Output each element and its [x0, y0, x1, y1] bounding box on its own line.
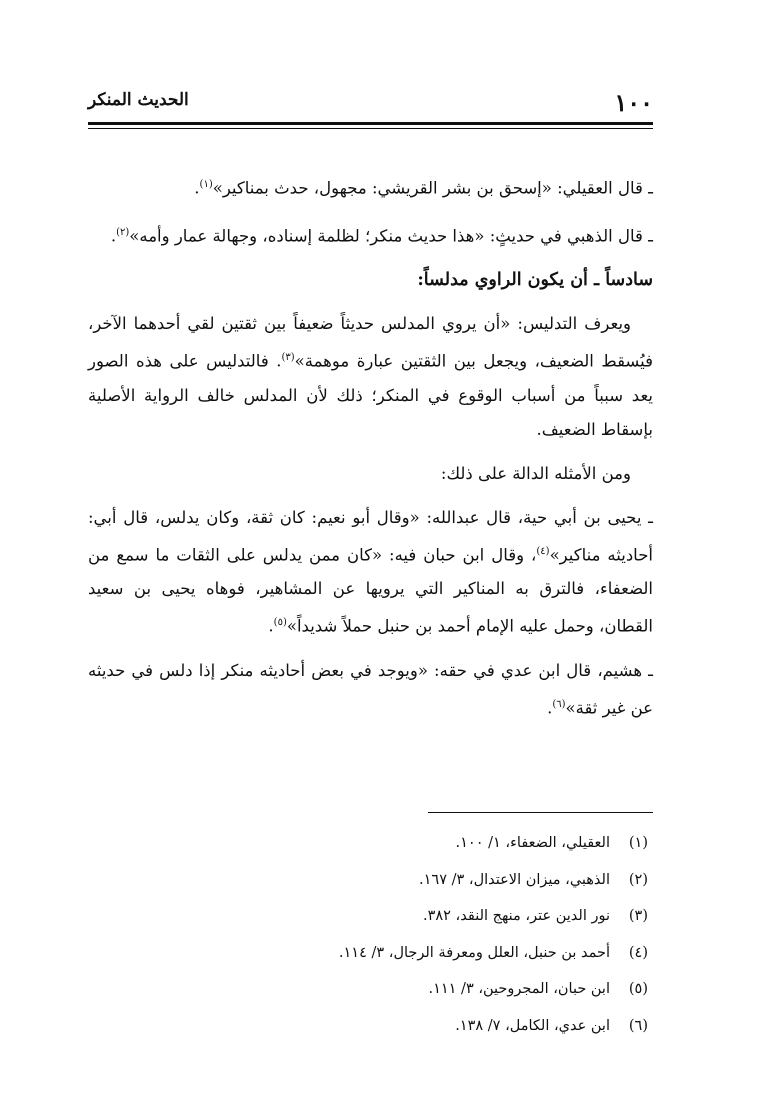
footnote-item [88, 1008, 648, 1045]
footnote-text: نور الدين عتر، منهج النقد، ٣٨٢. [422, 908, 610, 924]
footnote-text: أحمد بن حنبل، العلل ومعرفة الرجال، ٣/ ١١٤. [338, 944, 610, 961]
paragraph-text-cont: ، وقال ابن حبان فيه: «كان ممن يدلس على الثقات ما سمع من الضعفاء، فالترق به المناكير التي يرويها عن المشاهير، فوهاه يحيى بن سعيد القطان، وحمل عليه الإمام أحمد بن حنبل حملاً شديداً» [88, 545, 654, 636]
footnote-text: العقيلي، الضعفاء، ١/ ١٠٠. [455, 835, 610, 851]
footnote-item [88, 898, 648, 935]
paragraph-text: ويعرف التدليس: «أن يروي المدلس حديثاً ضعيفاً بين ثقتين لقي أحدهما الآخر، فيُسقط الضعيف، ويجعل بين الثقتين عبارة موهمة» [88, 314, 653, 371]
footnote-separator [428, 812, 653, 813]
paragraph-text: ـ قال العقيلي: «إسحق بن بشر القريشي: مجهول، حدث بمناكير» [212, 178, 653, 198]
paragraph-tail: . [110, 226, 117, 245]
paragraph-hushaym-example [88, 654, 653, 726]
paragraph-tail: . [547, 698, 553, 717]
footnote-number: (٤) [628, 944, 648, 961]
paragraph-text-cont: . فالتدليس على هذه الصور يعد سبباً من أسباب الوقوع في المنكر؛ ذلك لأن المدلس خالف الرواية الأصلية بإسقاط الضعيف. [88, 351, 653, 439]
footnote-text: ابن حبان، المجروحين، ٣/ ١١١. [428, 981, 610, 997]
paragraph-yahya-example [88, 501, 653, 644]
footnote-number: (٣) [628, 908, 648, 924]
footnote-item [88, 971, 648, 1008]
paragraph-uqayli-quote [88, 168, 653, 206]
paragraph-tadlis-definition [88, 307, 653, 447]
footnote-item [88, 935, 648, 972]
footnote-item [88, 825, 648, 862]
section-heading: سادساً ـ أن يكون الراوي مدلساً: [417, 270, 653, 290]
footnote-number: (١) [628, 835, 648, 851]
page-number: ١٠٠ [614, 88, 653, 117]
footnote-text: ابن عدي، الكامل، ٧/ ١٣٨. [455, 1017, 610, 1034]
page-header [88, 88, 653, 120]
header-rule-thick [88, 122, 653, 125]
footnote-number: (٥) [628, 981, 648, 997]
footnote-ref-3: (٣) [281, 352, 295, 363]
running-title: الحديث المنكر [88, 90, 189, 110]
paragraph-examples-intro: ومن الأمثله الدالة على ذلك: [440, 463, 631, 483]
footnote-ref-2: (٢) [116, 226, 130, 238]
footnote-ref-6: (٦) [552, 698, 566, 710]
footnote-ref-5: (٥) [273, 617, 287, 628]
paragraph-dhahabi-quote [88, 216, 653, 254]
footnote-number: (٦) [628, 1017, 648, 1034]
footnote-number: (٢) [628, 871, 648, 888]
footnote-ref-1: (١) [199, 179, 213, 190]
paragraph-tail: . [194, 178, 200, 198]
footnote-item [88, 862, 648, 899]
footnotes-list [88, 825, 648, 1044]
paragraph-text: ـ هشيم، قال ابن عدي في حقه: «ويوجد في بعض أحاديثه منكر إذا دلس في حديثه عن غير ثقة» [88, 660, 653, 717]
footnote-text: الذهبي، ميزان الاعتدال، ٣/ ١٦٧. [419, 871, 610, 888]
footnote-ref-4: (٤) [536, 545, 550, 557]
body-text [88, 168, 653, 735]
paragraph-tail: . [268, 616, 274, 636]
paragraph-text: ـ يحيى بن أبي حية، قال عبدالله: «وقال أبو نعيم: كان ثقة، وكان يدلس، قال أبي: أحاديثه مناكير» [88, 507, 653, 564]
header-rule-thin [88, 128, 653, 129]
paragraph-text: ـ قال الذهبي في حديثٍ: «هذا حديث منكر؛ لظلمة إسناده، وجهالة عمار وأمه» [129, 226, 653, 245]
